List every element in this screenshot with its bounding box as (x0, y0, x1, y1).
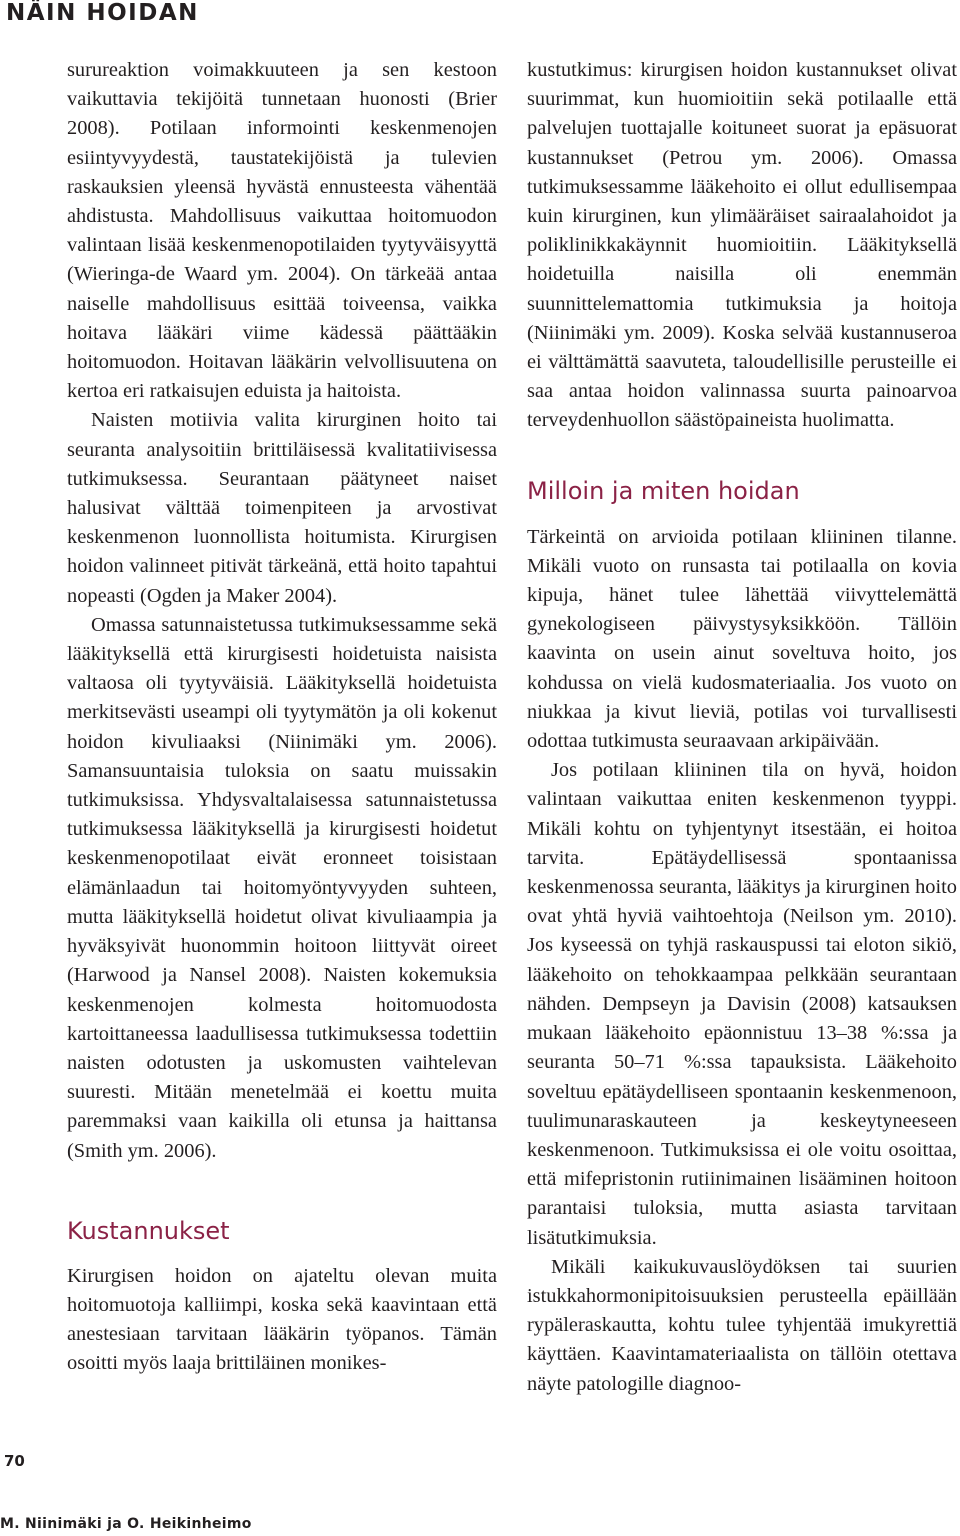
footer-authors: M. Niinimäki ja O. Heikinheimo (0, 1516, 252, 1532)
paragraph: kustutkimus: kirurgisen hoidon kustannukset olivat suurimmat, kun huomioitiin sekä potilaalle että palvelujen tuottajalle koituneet suorat ja epäsuorat kustannukset (Petrou ym. 2006). Omassa tutkimuksessamme lääkehoito ei ollut edullisempaa kuin kirurginen, kun ylimääräiset sairaalahoidot ja poliklinikkakäynnit huomioitiin. Lääkityksellä hoidetuilla naisilla oli enemmän suunnittelemattomia tutkimuksia ja hoitoja (Niinimäki ym. 2009). Koska selvää kustannuseroa ei välttämättä saavuteta, taloudellisille perusteille ei saa antaa hoidon valinnassa suurta painoarvoa terveydenhuollon säästöpaineista huolimatta. (527, 59, 957, 432)
paragraph: Naisten motiivia valita kirurginen hoito tai seuranta analysoitiin brittiläisessä kvalitatiivisessa tutkimuksessa. Seurantaan päätyneet naiset halusivat välttää toimenpiteen ja arvostivat keskenmenon luonnollista hoitumista. Kirurgisen hoidon valinneet pitivät tärkeänä, että hoito tapahtui nopeasti (Ogden ja Maker 2004). (67, 409, 497, 607)
paragraph: Tärkeintä on arvioida potilaan kliininen tilanne. Mikäli vuoto on runsasta tai potilaalla on kovia kipuja, hänet tulee lähettää viivyttelemättä gynekologiseen päivystysyksikköön. Tällöin kaavinta on usein ainut soveltuva hoito, jos kohdussa on vielä kudosmateriaalia. Jos vuoto on niukkaa ja kivut lieviä, potilas voi turvallisesti odottaa tutkimusta seuraavaan arkipäivään. (527, 525, 957, 753)
paragraph: Mikäli kaikukuvauslöydöksen tai suurien istukkahormonipitoisuuksien perusteella epäillään rypäleraskautta, kohtu tulee tyhjentää imukyrettiä käyttäen. Kaavintamateriaalista on tällöin otettava näyte patologille diagnoo- (527, 1255, 957, 1395)
section-header: NÄIN HOIDAN (6, 0, 199, 26)
paragraph: surureaktion voimakkuuteen ja sen kestoon vaikuttavia tekijöitä tunnetaan huonosti (Brier 2008). Potilaan informointi keskenmenojen esiintyvyydestä, taustatekijöistä ja tulevien raskauksien yleensä hyvästä ennusteesta vähentää ahdistusta. Mahdollisuus vaikuttaa hoitomuodon valintaan lisää keskenmenopotilaiden tyytyväisyyttä (Wieringa-de Waard ym. 2004). On tärkeää antaa naiselle mahdollisuus esittää toiveensa, vaikka hoitava lääkäri viime kädessä päättääkin hoitomuodon. Hoitavan lääkärin velvollisuutena on kertoa eri ratkaisujen eduista ja haitoista. (67, 59, 497, 403)
section-heading-milloin: Milloin ja miten hoidan (527, 476, 800, 505)
paragraph: Kirurgisen hoidon on ajateltu olevan muita hoitomuotoja kalliimpi, koska sekä kaavintaan että anestesiaan tarvitaan lääkärin työpanos. Tämän osoitti myös laaja brittiläinen monikes- (67, 1264, 497, 1375)
left-column (67, 56, 497, 1379)
section-heading-kustannukset: Kustannukset (67, 1216, 230, 1245)
right-column (527, 56, 957, 1399)
paragraph: Jos potilaan kliininen tila on hyvä, hoidon valintaan vaikuttaa eniten keskenmenon tyyppi. Mikäli kohtu on tyhjentynyt itsestään, ei hoitoa tarvita. Epätäydellisessä spontaanissa keskenmenossa seuranta, lääkitys ja kirurginen hoito ovat yhtä hyviä vaihtoehtoja (Neilson ym. 2010). Jos kyseessä on tyhjä raskauspussi tai eloton sikiö, lääkehoito on tehokkaampaa pelkkään seurantaan nähden. Dempseyn ja Davisin (2008) katsauksen mukaan lääkehoito epäonnistuu 13–38 %:ssa ja seuranta 50–71 %:ssa tapauksista. Lääkehoito soveltuu epätäydelliseen spontaanin keskenmenoon, tuulimunaraskauteen ja keskeytyneeseen keskenmenoon. Tutkimuksissa ei ole voitu osoittaa, että mifepristonin rutiinimainen lisääminen hoitoon parantaisi tuloksia, mutta asiasta tarvitaan lisätutkimuksia. (527, 759, 957, 1249)
paragraph: Omassa satunnaistetussa tutkimuksessamme sekä lääkityksellä että kirurgisesti hoidetuista naisista valtaosa oli tyytyväisiä. Lääkityksellä hoidetuista merkitsevästi useampi oli tyytymätön ja oli kokenut hoidon kivuliaaksi (Niinimäki ym. 2006). Samansuuntaisia tuloksia on saatu muissakin tutkimuksissa. Yhdysvaltalaisessa satunnaistetussa tutkimuksessa lääkityksellä ja kirurgisesti hoidetut keskenmenopotilaat eivät eronneet toisistaan elämänlaadun tai hoitomyöntyvyyden suhteen, mutta lääkityksellä hoidetut olivat kivuliaampia ja hyväksyivät huonommin hoitoon liittyvät oireet (Harwood ja Nansel 2008). Naisten kokemuksia keskenmenojen kolmesta hoitomuodosta kartoittaneessa laadullisessa tutkimuksessa todettiin naisten odotusten ja uskomusten vaihtelevan suuresti. Mitään menetelmää ei koettu muita paremmaksi vaan kaikilla oli etunsa ja haittansa (Smith ym. 2006). (67, 613, 497, 1162)
page-number: 70 (4, 1452, 25, 1470)
